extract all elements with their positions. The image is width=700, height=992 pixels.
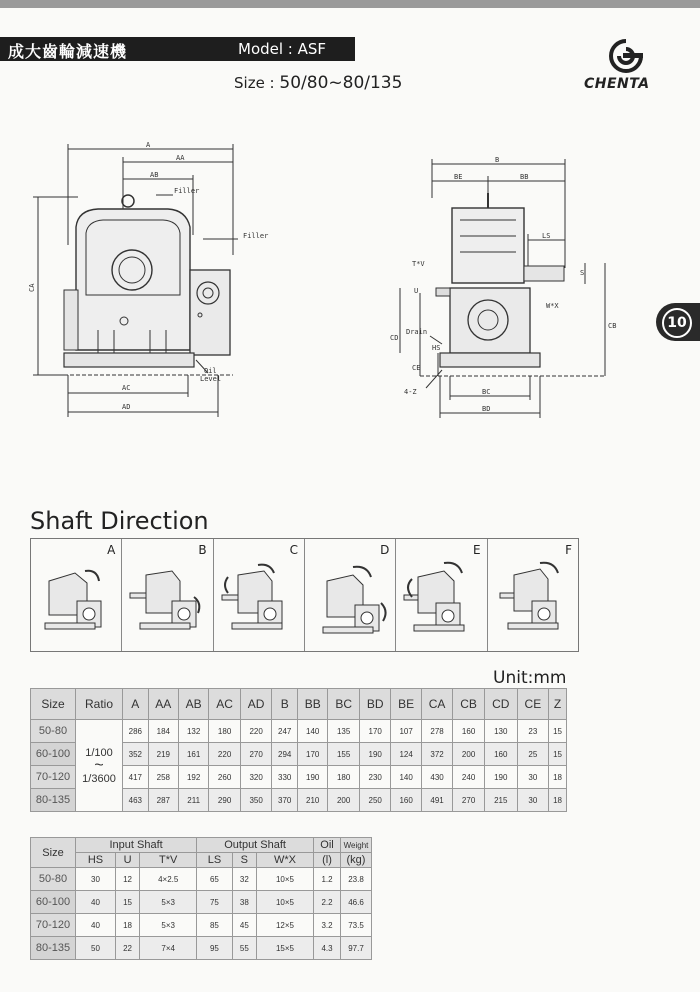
dim-label-ab: AB xyxy=(150,171,159,179)
col-ab: AB xyxy=(178,689,208,720)
table-cell: 135 xyxy=(328,720,360,743)
table-cell: 5×3 xyxy=(140,914,197,937)
table-row xyxy=(31,720,567,743)
unit-label: Unit:mm xyxy=(493,668,567,688)
table-row xyxy=(31,868,372,891)
col-ad: AD xyxy=(240,689,272,720)
page-number: 10 xyxy=(662,308,692,338)
table-cell: 287 xyxy=(148,789,178,812)
table-cell: 45 xyxy=(232,914,256,937)
table-cell: 192 xyxy=(178,766,208,789)
gearbox-illustration-icon xyxy=(35,553,115,645)
table-cell: 350 xyxy=(240,789,272,812)
model-label: Model : ASF xyxy=(238,40,327,58)
logo-text: CHENTA xyxy=(584,76,650,92)
table-cell: 124 xyxy=(391,743,421,766)
table-cell: 190 xyxy=(484,766,517,789)
table-cell: 22 xyxy=(115,937,139,960)
shaft-direction-c xyxy=(214,539,305,651)
table-cell: 180 xyxy=(209,720,241,743)
col-bc: BC xyxy=(328,689,360,720)
dim-label-a: A xyxy=(146,141,151,149)
col-bd: BD xyxy=(359,689,391,720)
direction-letter: D xyxy=(380,543,390,557)
table-cell: 370 xyxy=(272,789,298,812)
table-cell: 5×3 xyxy=(140,891,197,914)
table-cell: 180 xyxy=(328,766,360,789)
size-line xyxy=(234,73,402,93)
table-cell: 155 xyxy=(328,743,360,766)
table-cell: 184 xyxy=(148,720,178,743)
dim-label-s: S xyxy=(580,269,585,277)
table-cell: 330 xyxy=(272,766,298,789)
table-cell: 15 xyxy=(115,891,139,914)
table-cell: 15×5 xyxy=(257,937,314,960)
col-aa: AA xyxy=(148,689,178,720)
table-cell: 170 xyxy=(359,720,391,743)
direction-letter: F xyxy=(565,543,572,557)
table-cell: 200 xyxy=(453,743,485,766)
table-cell: 258 xyxy=(148,766,178,789)
shaft-direction-d xyxy=(305,539,396,651)
shaft-table-sub-header xyxy=(31,853,372,868)
dim-label-ac: AC xyxy=(122,384,131,392)
col-group-input: Input Shaft xyxy=(76,838,197,853)
table-cell: 40 xyxy=(76,914,116,937)
col-weight: Weight xyxy=(341,838,372,853)
table-cell: 15 xyxy=(549,720,567,743)
table-cell: 240 xyxy=(453,766,485,789)
table-cell: 46.6 xyxy=(341,891,372,914)
table-cell: 85 xyxy=(197,914,232,937)
col-a: A xyxy=(123,689,149,720)
table-cell: 220 xyxy=(240,720,272,743)
table-cell: 320 xyxy=(240,766,272,789)
chenta-logo-icon xyxy=(604,38,648,74)
table-cell: 15 xyxy=(549,743,567,766)
table-cell: 132 xyxy=(178,720,208,743)
size-cell: 60-100 xyxy=(31,743,76,766)
table-cell: 140 xyxy=(391,766,421,789)
dimensions-table xyxy=(30,688,567,812)
col-s: S xyxy=(232,853,256,868)
filler-label-side: Filler xyxy=(243,232,269,240)
table-cell: 1.2 xyxy=(314,868,341,891)
direction-letter: A xyxy=(107,543,116,557)
shaft-table-group-header xyxy=(31,838,372,853)
table-cell: 260 xyxy=(209,766,241,789)
front-view-drawing xyxy=(28,135,288,420)
dim-label-4z: 4-Z xyxy=(404,388,417,396)
table-cell: 430 xyxy=(421,766,453,789)
side-view-drawing xyxy=(380,148,620,423)
shaft-direction-e xyxy=(396,539,487,651)
size-cell: 60-100 xyxy=(31,891,76,914)
shaft-direction-f xyxy=(488,539,578,651)
dim-label-cb: CB xyxy=(608,322,617,330)
oil-label: Oil xyxy=(204,367,217,375)
table-cell: 23 xyxy=(517,720,549,743)
table-cell: 73.5 xyxy=(341,914,372,937)
table-cell: 215 xyxy=(484,789,517,812)
col-group-output: Output Shaft xyxy=(197,838,314,853)
table-cell: 4×2.5 xyxy=(140,868,197,891)
dim-label-ca: CA xyxy=(28,283,36,292)
table-cell: 140 xyxy=(298,720,328,743)
col-be: BE xyxy=(391,689,421,720)
table-cell: 160 xyxy=(484,743,517,766)
table-row xyxy=(31,891,372,914)
col-hs: HS xyxy=(76,853,116,868)
level-label: Level xyxy=(200,375,222,383)
table-cell: 50 xyxy=(76,937,116,960)
table-cell: 7×4 xyxy=(140,937,197,960)
table-cell: 38 xyxy=(232,891,256,914)
dim-label-tv: T*V xyxy=(412,260,425,268)
table-cell: 417 xyxy=(123,766,149,789)
drain-label: Drain xyxy=(406,328,428,336)
ratio-cell xyxy=(76,720,123,812)
dim-label-u: U xyxy=(414,287,419,295)
table-cell: 190 xyxy=(298,766,328,789)
table-cell: 290 xyxy=(209,789,241,812)
col-ac: AC xyxy=(209,689,241,720)
chenta-logo xyxy=(584,38,684,98)
shaft-direction-strip xyxy=(30,538,579,652)
table-cell: 12×5 xyxy=(257,914,314,937)
shaft-direction-title: Shaft Direction xyxy=(30,507,209,535)
table-cell: 247 xyxy=(272,720,298,743)
table-cell: 286 xyxy=(123,720,149,743)
table-cell: 463 xyxy=(123,789,149,812)
gearbox-illustration-icon xyxy=(309,553,389,645)
dim-label-aa: AA xyxy=(176,154,185,162)
col-cb: CB xyxy=(453,689,485,720)
page-title: 成大齒輪減速機 xyxy=(8,42,128,61)
table-cell: 40 xyxy=(76,891,116,914)
gearbox-illustration-icon xyxy=(126,553,206,645)
dim-label-ad: AD xyxy=(122,403,131,411)
col-ratio: Ratio xyxy=(76,689,123,720)
gearbox-illustration-icon xyxy=(492,553,572,645)
dim-label-bc: BC xyxy=(482,388,491,396)
table-cell: 18 xyxy=(115,914,139,937)
table-cell: 352 xyxy=(123,743,149,766)
table-row xyxy=(31,937,372,960)
col-tv: T*V xyxy=(140,853,197,868)
table-cell: 4.3 xyxy=(314,937,341,960)
table-cell: 18 xyxy=(549,789,567,812)
size-label: Size : xyxy=(234,74,280,92)
dim-label-ls: LS xyxy=(542,232,551,240)
table-cell: 161 xyxy=(178,743,208,766)
dim-label-wx: W*X xyxy=(546,302,559,310)
col-z: Z xyxy=(549,689,567,720)
col-oil-unit: (l) xyxy=(314,853,341,868)
col-cd: CD xyxy=(484,689,517,720)
table-cell: 32 xyxy=(232,868,256,891)
table-cell: 95 xyxy=(197,937,232,960)
table-cell: 278 xyxy=(421,720,453,743)
table-cell: 219 xyxy=(148,743,178,766)
dim-label-b: B xyxy=(495,156,500,164)
table-cell: 23.8 xyxy=(341,868,372,891)
col-weight-unit: (kg) xyxy=(341,853,372,868)
table-cell: 170 xyxy=(298,743,328,766)
col-size: Size xyxy=(31,838,76,868)
col-oil: Oil xyxy=(314,838,341,853)
header-band xyxy=(0,37,355,61)
table-cell: 75 xyxy=(197,891,232,914)
col-size: Size xyxy=(31,689,76,720)
size-cell: 70-120 xyxy=(31,914,76,937)
col-u: U xyxy=(115,853,139,868)
direction-letter: C xyxy=(289,543,298,557)
table-cell: 30 xyxy=(76,868,116,891)
table-cell: 30 xyxy=(517,789,549,812)
table-cell: 107 xyxy=(391,720,421,743)
ratio-mid: ~ xyxy=(94,756,104,774)
col-wx: W*X xyxy=(257,853,314,868)
table-cell: 211 xyxy=(178,789,208,812)
table-cell: 10×5 xyxy=(257,891,314,914)
col-b: B xyxy=(272,689,298,720)
table-cell: 491 xyxy=(421,789,453,812)
direction-letter: E xyxy=(473,543,481,557)
dim-label-hs: HS xyxy=(432,344,441,352)
table-cell: 2.2 xyxy=(314,891,341,914)
dim-label-cd: CD xyxy=(390,334,399,342)
shaft-table xyxy=(30,837,372,960)
gearbox-illustration-icon xyxy=(218,553,298,645)
table-cell: 25 xyxy=(517,743,549,766)
table-cell: 18 xyxy=(549,766,567,789)
table-cell: 97.7 xyxy=(341,937,372,960)
table-cell: 250 xyxy=(359,789,391,812)
size-cell: 50-80 xyxy=(31,720,76,743)
table-cell: 220 xyxy=(209,743,241,766)
dim-label-ce: CE xyxy=(412,364,421,372)
table-cell: 3.2 xyxy=(314,914,341,937)
size-cell: 50-80 xyxy=(31,868,76,891)
filler-label-top: Filler xyxy=(174,187,200,195)
size-cell: 80-135 xyxy=(31,789,76,812)
dim-label-be: BE xyxy=(454,173,463,181)
col-bb: BB xyxy=(298,689,328,720)
ratio-top: 1/100 xyxy=(85,746,113,759)
dim-label-bd: BD xyxy=(482,405,491,413)
table-cell: 372 xyxy=(421,743,453,766)
table-cell: 10×5 xyxy=(257,868,314,891)
col-ls: LS xyxy=(197,853,232,868)
table-cell: 130 xyxy=(484,720,517,743)
table-cell: 270 xyxy=(453,789,485,812)
table-cell: 30 xyxy=(517,766,549,789)
table-cell: 160 xyxy=(391,789,421,812)
direction-letter: B xyxy=(198,543,207,557)
table-cell: 270 xyxy=(240,743,272,766)
size-cell: 80-135 xyxy=(31,937,76,960)
ratio-bottom: 1/3600 xyxy=(82,772,116,785)
col-ce: CE xyxy=(517,689,549,720)
shaft-direction-a xyxy=(31,539,122,651)
table-cell: 65 xyxy=(197,868,232,891)
table-cell: 160 xyxy=(453,720,485,743)
gearbox-illustration-icon xyxy=(400,553,480,645)
size-value: 50/80~80/135 xyxy=(279,73,403,93)
table-cell: 55 xyxy=(232,937,256,960)
table-cell: 12 xyxy=(115,868,139,891)
col-ca: CA xyxy=(421,689,453,720)
table-cell: 230 xyxy=(359,766,391,789)
table-cell: 200 xyxy=(328,789,360,812)
page-number-tab xyxy=(656,303,700,341)
top-bar xyxy=(0,0,700,8)
table-cell: 294 xyxy=(272,743,298,766)
dim-label-bb: BB xyxy=(520,173,529,181)
table-cell: 210 xyxy=(298,789,328,812)
shaft-direction-b xyxy=(122,539,213,651)
size-cell: 70-120 xyxy=(31,766,76,789)
table-row xyxy=(31,914,372,937)
dimensions-table-header xyxy=(31,689,567,720)
table-cell: 190 xyxy=(359,743,391,766)
